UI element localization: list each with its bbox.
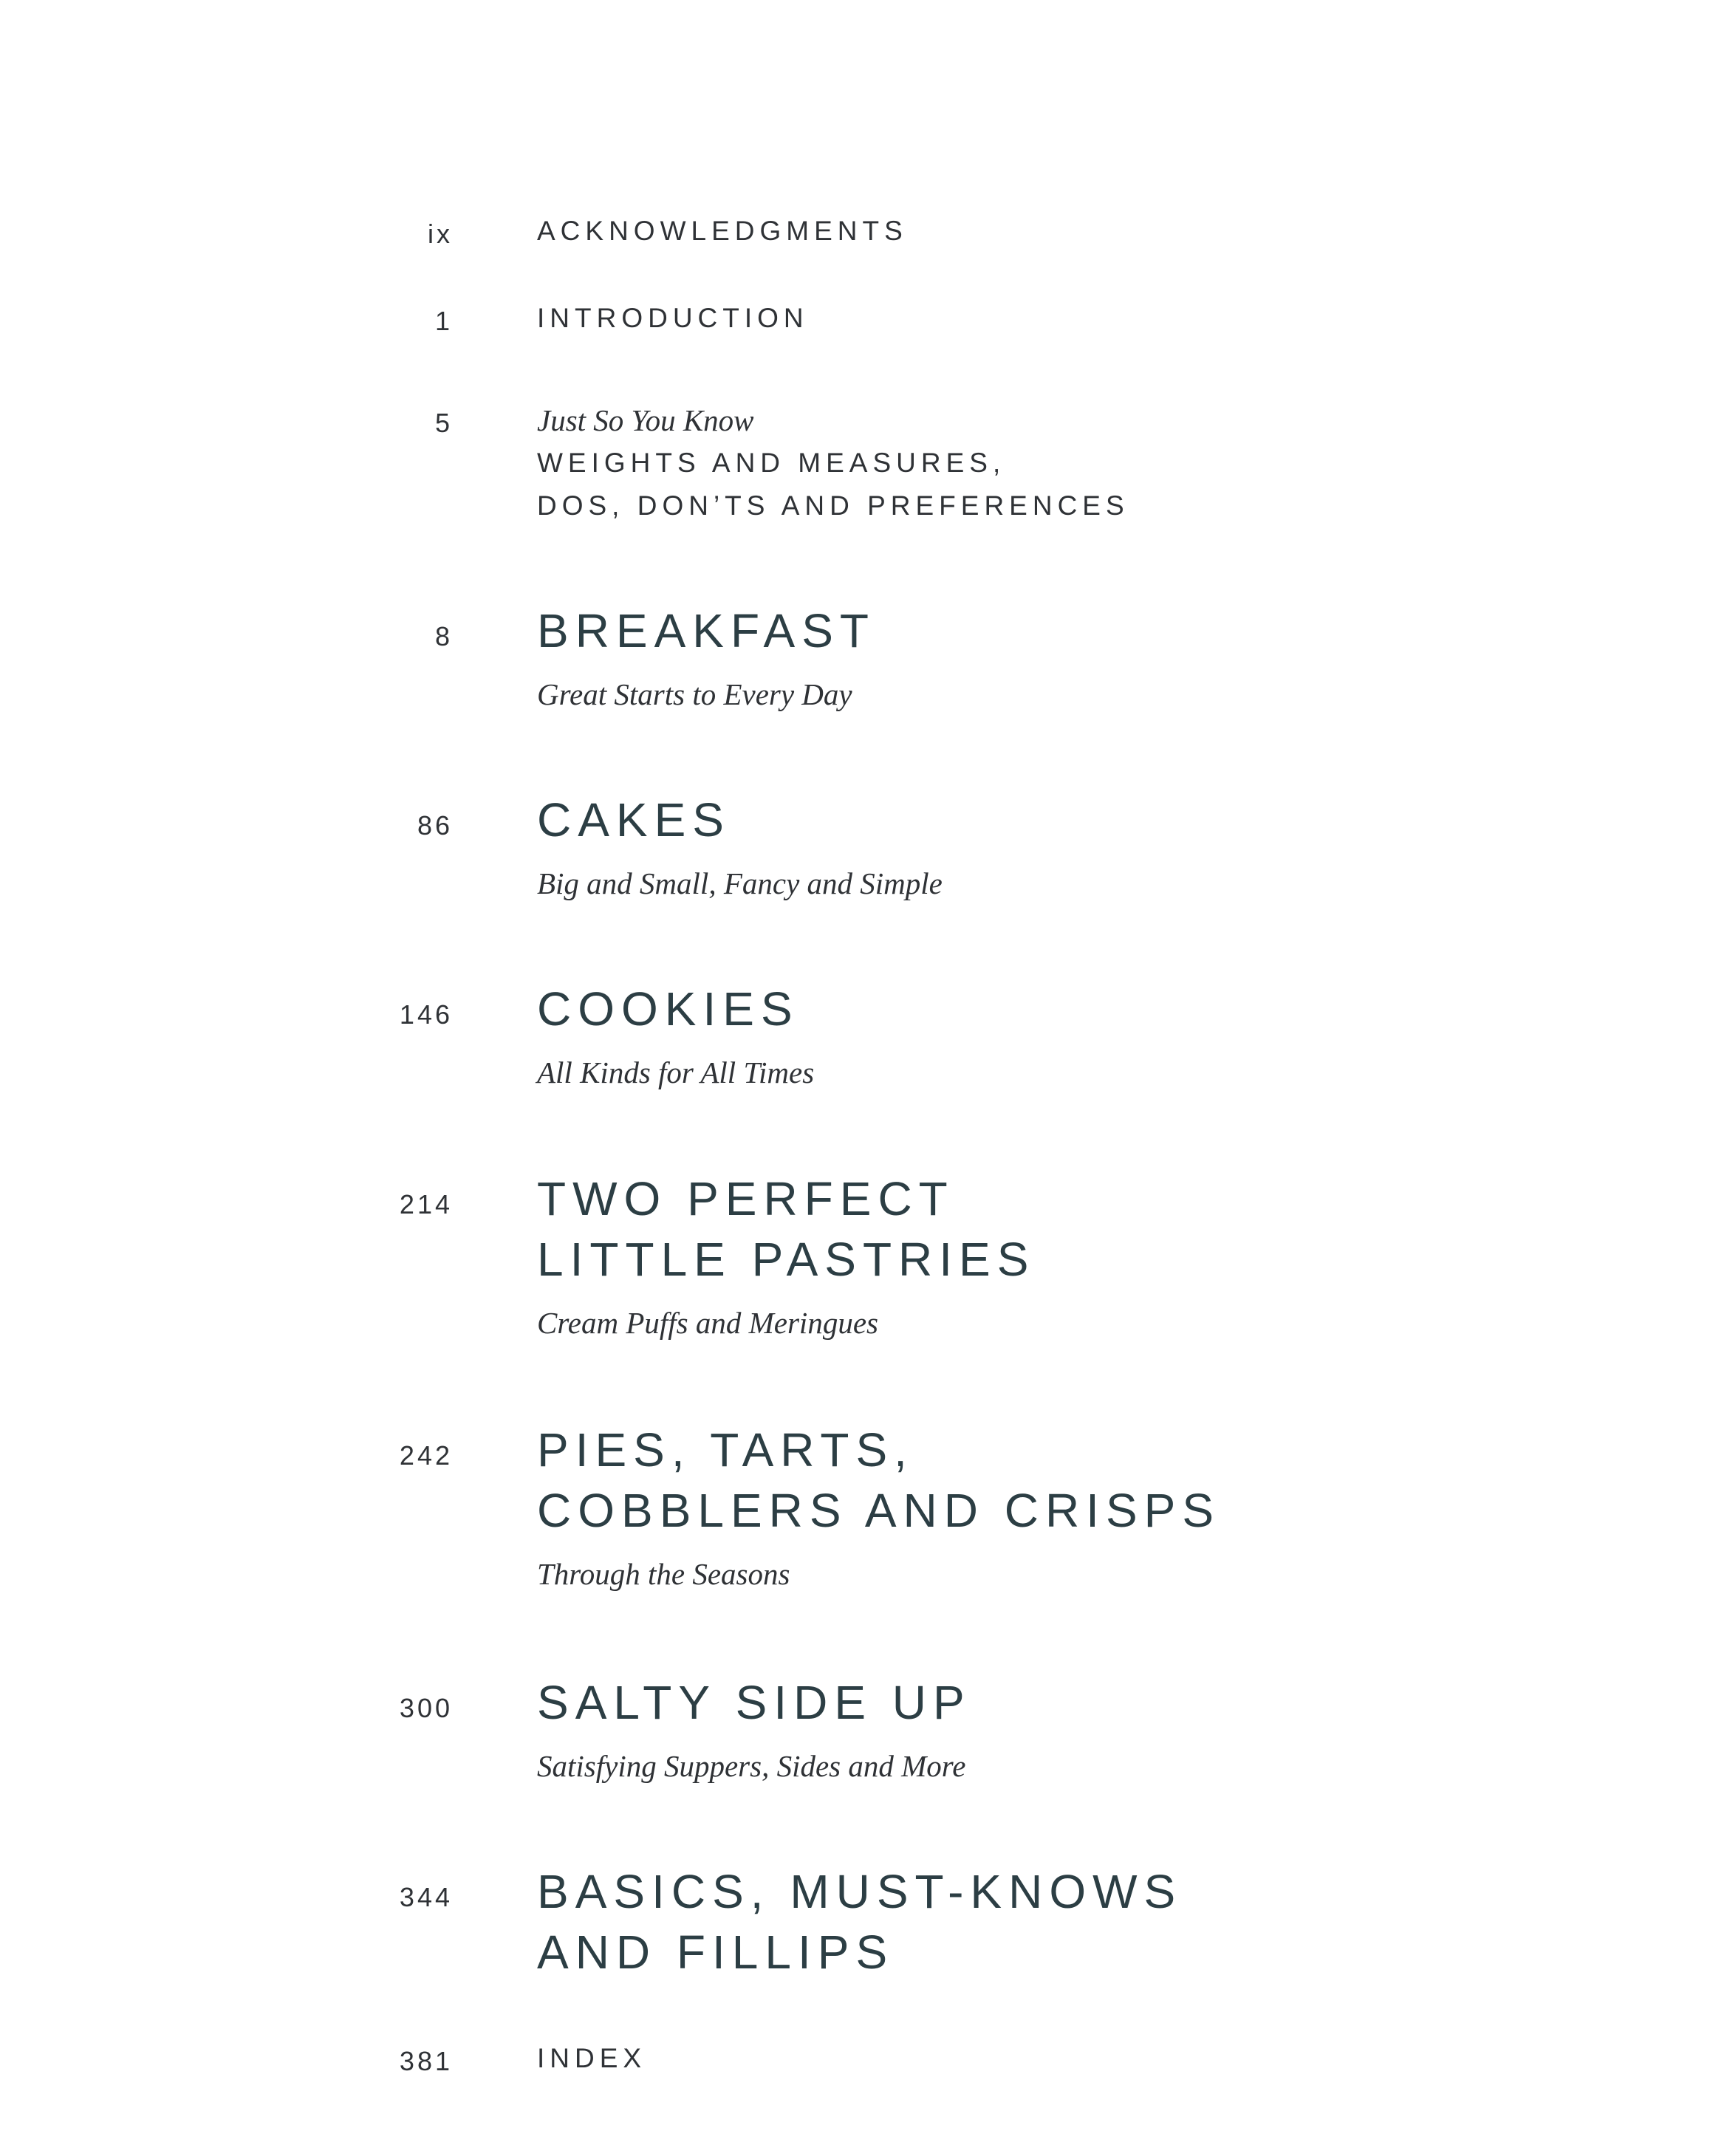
entry-subtitle: Just So You Know: [537, 403, 754, 437]
page-number: 8: [434, 621, 453, 651]
entry-title-line-2: DOS, DON’TS AND PREFERENCES: [537, 490, 1129, 521]
entry-subtitle: All Kinds for All Times: [537, 1055, 815, 1089]
entry-title: BREAKFAST: [537, 604, 875, 657]
entry-title-line-2: LITTLE PASTRIES: [537, 1233, 1036, 1286]
entry-title: COOKIES: [537, 982, 799, 1036]
page-number: 242: [399, 1440, 453, 1471]
page-number: 86: [417, 810, 453, 841]
entry-subtitle: Cream Puffs and Meringues: [537, 1306, 878, 1340]
entry-title: SALTY SIDE UP: [537, 1676, 971, 1729]
page-number: ix: [428, 219, 453, 249]
entry-title-line-1: TWO PERFECT: [537, 1172, 954, 1225]
entry-title: INTRODUCTION: [537, 303, 809, 333]
entry-title-line-2: COBBLERS AND CRISPS: [537, 1484, 1220, 1537]
page-number: 381: [399, 2046, 453, 2076]
entry-title-line-1: PIES, TARTS,: [537, 1423, 914, 1476]
entry-title: CAKES: [537, 793, 731, 846]
entry-title-line-2: AND FILLIPS: [537, 1926, 895, 1979]
entry-subtitle: Through the Seasons: [537, 1557, 790, 1591]
entry-subtitle: Great Starts to Every Day: [537, 677, 852, 711]
entry-subtitle: Satisfying Suppers, Sides and More: [537, 1749, 966, 1783]
entry-title-line-1: BASICS, MUST-KNOWS: [537, 1865, 1183, 1918]
entry-title-line-1: WEIGHTS AND MEASURES,: [537, 448, 1006, 478]
entry-title: INDEX: [537, 2043, 647, 2073]
page-number: 214: [399, 1189, 453, 1219]
page-number: 344: [399, 1882, 453, 1912]
page-number: 300: [399, 1693, 453, 1723]
entry-title: ACKNOWLEDGMENTS: [537, 216, 908, 246]
entry-subtitle: Big and Small, Fancy and Simple: [537, 866, 943, 900]
page-number: 146: [399, 999, 453, 1030]
page-number: 1: [434, 306, 453, 336]
page-number: 5: [434, 408, 453, 438]
